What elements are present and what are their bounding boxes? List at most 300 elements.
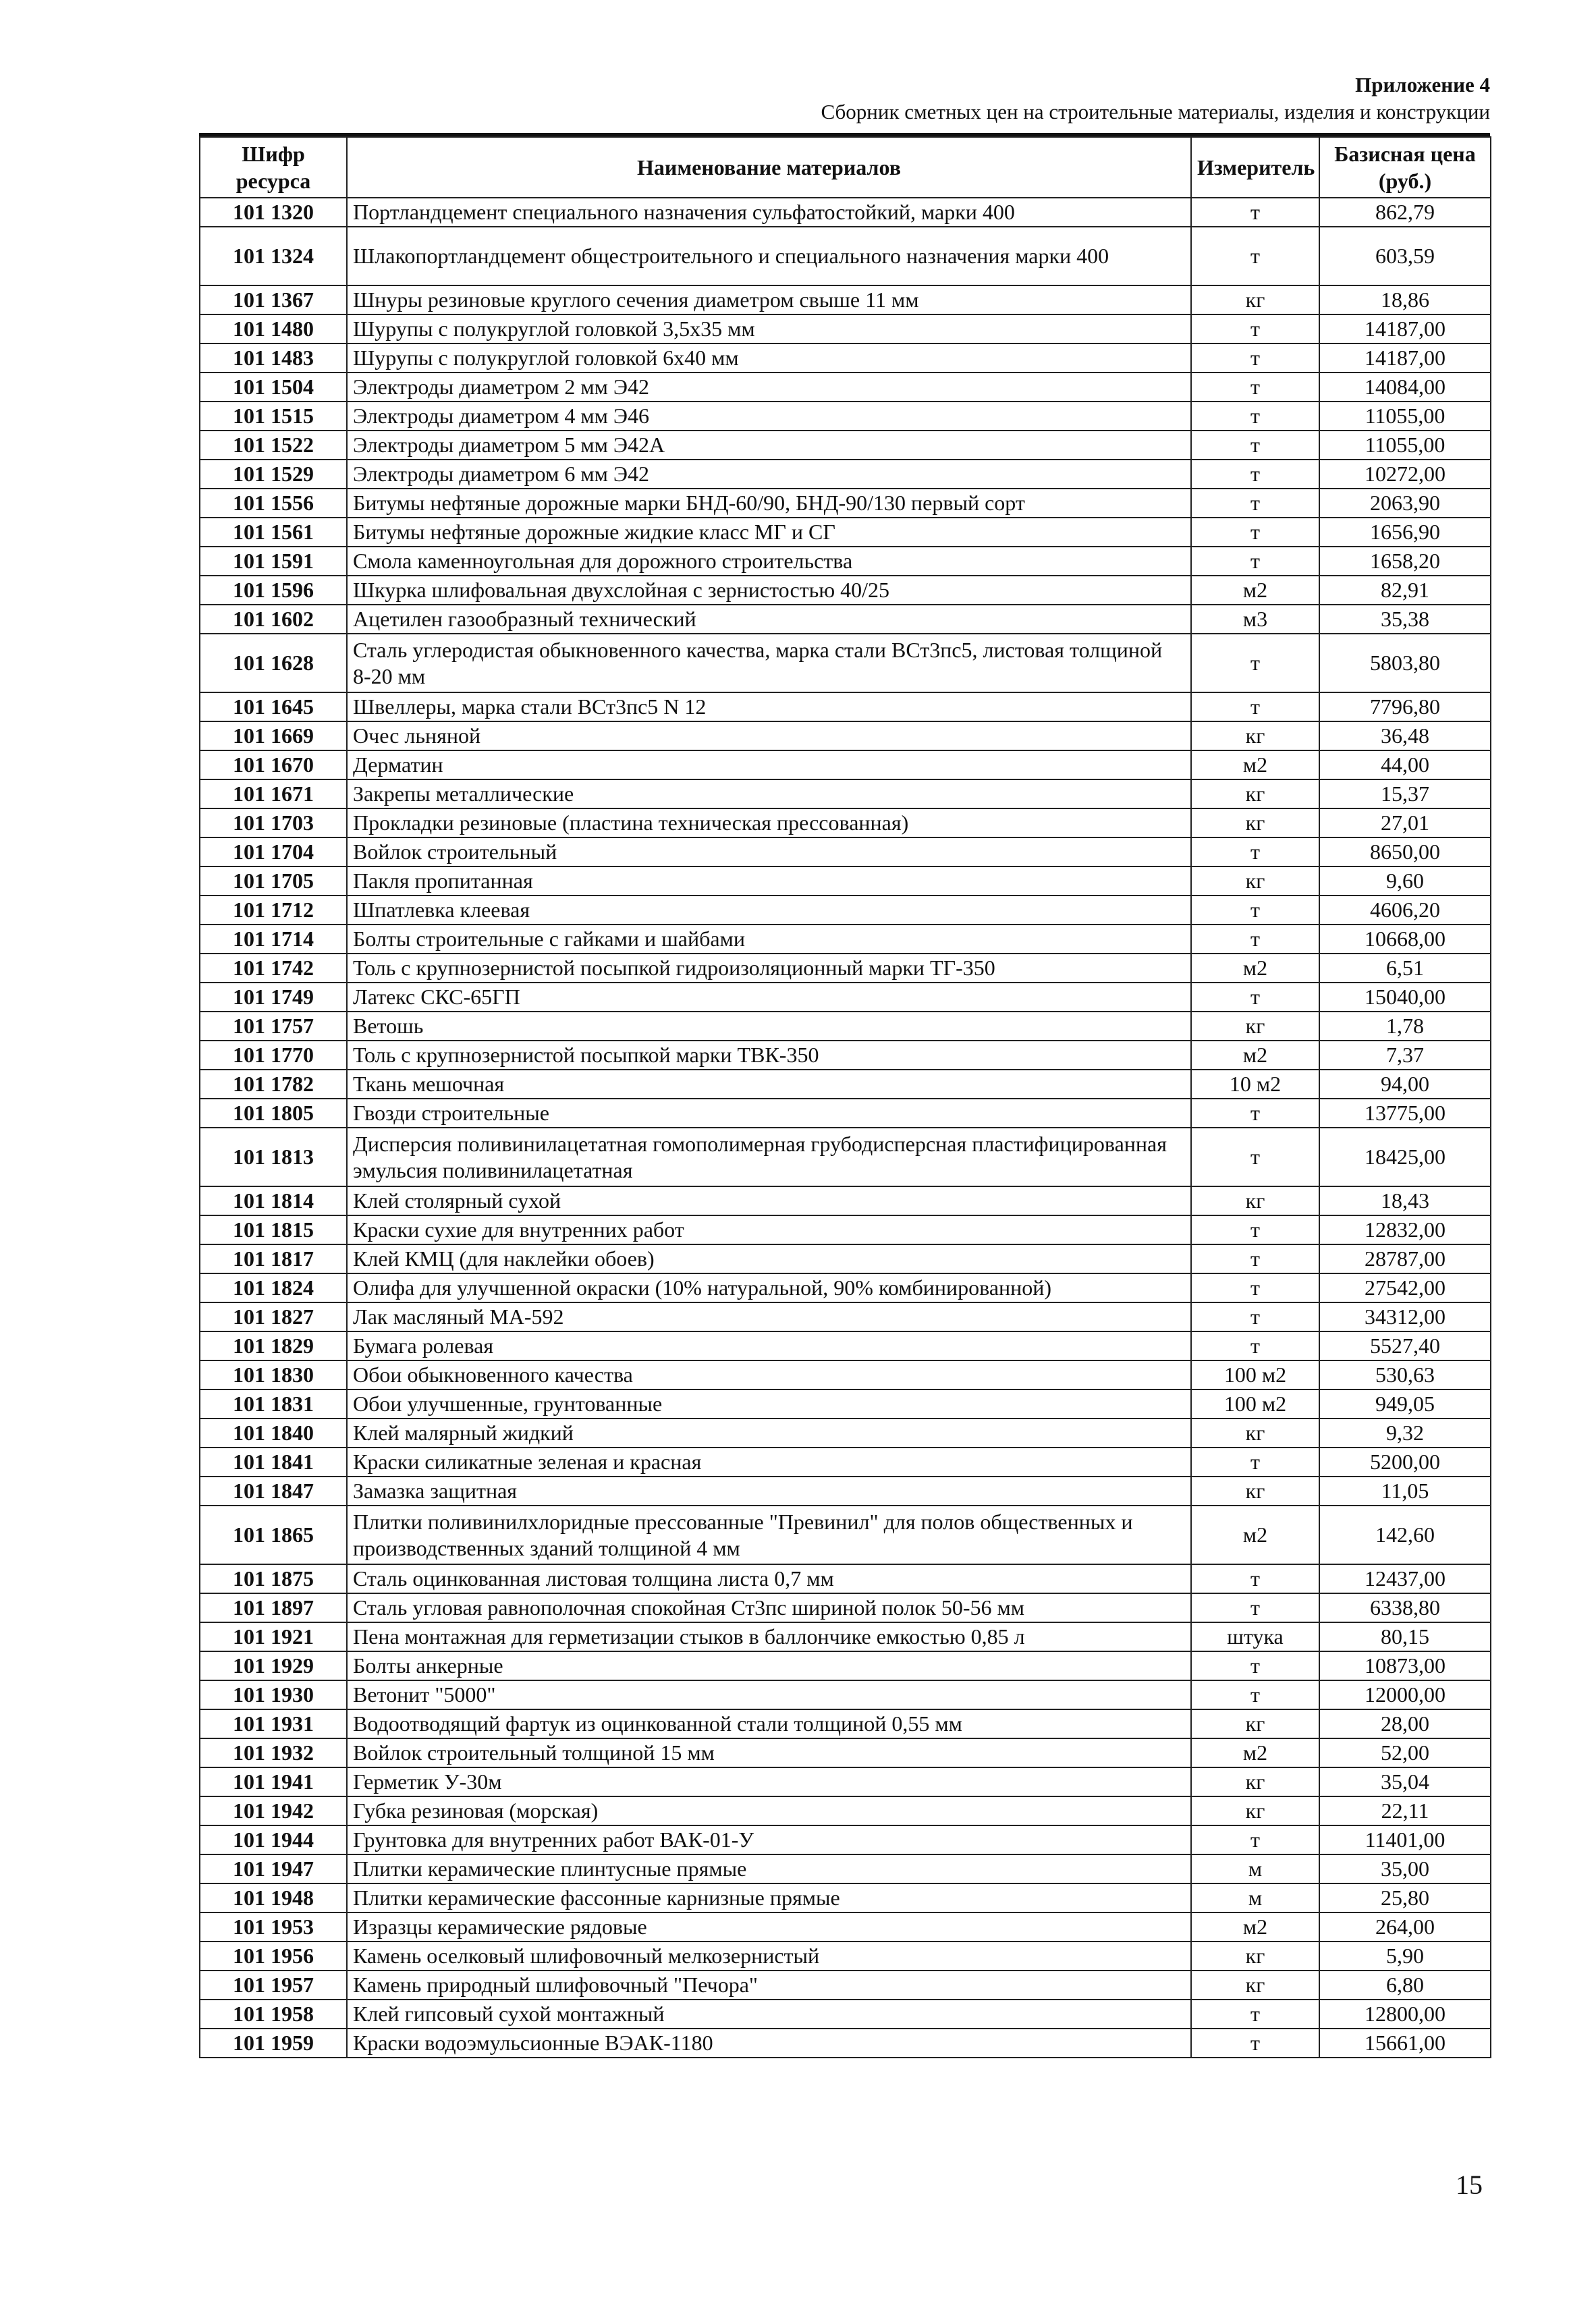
price-cell: 25,80 [1319, 1883, 1491, 1912]
material-name-cell: Сталь углеродистая обыкновенного качества, марка стали ВСт3пс5, листовая толщиной 8-20 мм [347, 634, 1191, 692]
unit-cell: т [1191, 1651, 1319, 1680]
unit-cell: т [1191, 1128, 1319, 1186]
material-name-cell: Краски водоэмульсионные ВЭАК-1180 [347, 2029, 1191, 2058]
resource-code-cell: 101 1929 [200, 1651, 347, 1680]
price-cell: 949,05 [1319, 1389, 1491, 1419]
unit-cell: т [1191, 1215, 1319, 1244]
unit-cell: т [1191, 343, 1319, 373]
table-row [200, 1825, 1491, 1854]
table-row [200, 1128, 1491, 1186]
unit-cell: 100 м2 [1191, 1389, 1319, 1419]
unit-cell: т [1191, 2029, 1319, 2058]
price-cell: 530,63 [1319, 1360, 1491, 1389]
table-row [200, 314, 1491, 343]
price-cell: 12800,00 [1319, 2000, 1491, 2029]
price-cell: 6,80 [1319, 1971, 1491, 2000]
material-name-cell: Дисперсия поливинилацетатная гомополимерная грубодисперсная пластифицированная эмульсия поливинилацетатная [347, 1128, 1191, 1186]
table-row [200, 402, 1491, 431]
unit-cell: кг [1191, 779, 1319, 808]
resource-code-cell: 101 1703 [200, 808, 347, 837]
unit-cell: т [1191, 925, 1319, 954]
table-row [200, 1506, 1491, 1564]
unit-cell: т [1191, 837, 1319, 866]
resource-code-cell: 101 1504 [200, 373, 347, 402]
resource-code-cell: 101 1897 [200, 1593, 347, 1622]
unit-cell: т [1191, 634, 1319, 692]
price-cell: 9,32 [1319, 1419, 1491, 1448]
table-row [200, 1942, 1491, 1971]
material-name-cell: Ветонит "5000" [347, 1680, 1191, 1709]
price-cell: 35,00 [1319, 1854, 1491, 1883]
material-name-cell: Электроды диаметром 6 мм Э42 [347, 460, 1191, 489]
material-name-cell: Портландцемент специального назначения сульфатостойкий, марки 400 [347, 198, 1191, 227]
table-row [200, 431, 1491, 460]
resource-code-cell: 101 1875 [200, 1564, 347, 1593]
material-name-cell: Сталь оцинкованная листовая толщина листа 0,7 мм [347, 1564, 1191, 1593]
unit-cell: т [1191, 1331, 1319, 1360]
material-name-cell: Плитки керамические плинтусные прямые [347, 1854, 1191, 1883]
unit-cell: т [1191, 1825, 1319, 1854]
material-name-cell: Пакля пропитанная [347, 866, 1191, 896]
price-cell: 22,11 [1319, 1796, 1491, 1825]
material-name-cell: Шкурка шлифовальная двухслойная с зернистостью 40/25 [347, 576, 1191, 605]
material-name-cell: Клей КМЦ (для наклейки обоев) [347, 1244, 1191, 1273]
resource-code-cell: 101 1930 [200, 1680, 347, 1709]
price-cell: 13775,00 [1319, 1099, 1491, 1128]
resource-code-cell: 101 1814 [200, 1186, 347, 1215]
unit-cell: кг [1191, 1012, 1319, 1041]
material-name-cell: Закрепы металлические [347, 779, 1191, 808]
price-cell: 80,15 [1319, 1622, 1491, 1651]
price-cell: 28,00 [1319, 1709, 1491, 1738]
table-row [200, 1448, 1491, 1477]
price-cell: 6,51 [1319, 954, 1491, 983]
table-row [200, 1360, 1491, 1389]
price-cell: 264,00 [1319, 1912, 1491, 1942]
table-row [200, 634, 1491, 692]
table-row [200, 1680, 1491, 1709]
resource-code-cell: 101 1921 [200, 1622, 347, 1651]
price-cell: 18425,00 [1319, 1128, 1491, 1186]
price-cell: 18,86 [1319, 285, 1491, 314]
material-name-cell: Очес льняной [347, 721, 1191, 750]
unit-cell: т [1191, 1302, 1319, 1331]
material-name-cell: Пена монтажная для герметизации стыков в баллончике емкостью 0,85 л [347, 1622, 1191, 1651]
table-row [200, 518, 1491, 547]
price-cell: 35,04 [1319, 1767, 1491, 1796]
unit-cell: т [1191, 489, 1319, 518]
table-row [200, 227, 1491, 285]
table-row [200, 1564, 1491, 1593]
table-row [200, 2029, 1491, 2058]
table-row [200, 721, 1491, 750]
unit-cell: кг [1191, 721, 1319, 750]
unit-cell: кг [1191, 1971, 1319, 2000]
material-name-cell: Прокладки резиновые (пластина техническая прессованная) [347, 808, 1191, 837]
table-row [200, 1419, 1491, 1448]
material-name-cell: Ацетилен газообразный технический [347, 605, 1191, 634]
resource-code-cell: 101 1705 [200, 866, 347, 896]
material-name-cell: Болты строительные с гайками и шайбами [347, 925, 1191, 954]
material-name-cell: Клей гипсовый сухой монтажный [347, 2000, 1191, 2029]
table-row [200, 576, 1491, 605]
unit-cell: т [1191, 1099, 1319, 1128]
table-row [200, 1099, 1491, 1128]
price-cell: 44,00 [1319, 750, 1491, 779]
price-cell: 9,60 [1319, 866, 1491, 896]
table-row [200, 750, 1491, 779]
price-cell: 15,37 [1319, 779, 1491, 808]
resource-code-cell: 101 1959 [200, 2029, 347, 2058]
table-row [200, 1738, 1491, 1767]
resource-code-cell: 101 1957 [200, 1971, 347, 2000]
table-row [200, 1971, 1491, 2000]
resource-code-cell: 101 1669 [200, 721, 347, 750]
material-name-cell: Клей столярный сухой [347, 1186, 1191, 1215]
table-row [200, 460, 1491, 489]
table-row [200, 1651, 1491, 1680]
table-row [200, 2000, 1491, 2029]
resource-code-cell: 101 1670 [200, 750, 347, 779]
material-name-cell: Грунтовка для внутренних работ ВАК-01-У [347, 1825, 1191, 1854]
collection-title: Сборник сметных цен на строительные материалы, изделия и конструкции [821, 100, 1490, 123]
resource-code-cell: 101 1827 [200, 1302, 347, 1331]
price-cell: 36,48 [1319, 721, 1491, 750]
materials-table [199, 136, 1491, 2058]
price-cell: 4606,20 [1319, 896, 1491, 925]
resource-code-cell: 101 1320 [200, 198, 347, 227]
price-cell: 5200,00 [1319, 1448, 1491, 1477]
material-name-cell: Изразцы керамические рядовые [347, 1912, 1191, 1942]
resource-code-cell: 101 1749 [200, 983, 347, 1012]
table-row [200, 1709, 1491, 1738]
material-name-cell: Войлок строительный [347, 837, 1191, 866]
price-cell: 5803,80 [1319, 634, 1491, 692]
material-name-cell: Электроды диаметром 4 мм Э46 [347, 402, 1191, 431]
table-row [200, 808, 1491, 837]
price-cell: 82,91 [1319, 576, 1491, 605]
resource-code-cell: 101 1671 [200, 779, 347, 808]
table-row [200, 983, 1491, 1012]
resource-code-cell: 101 1480 [200, 314, 347, 343]
unit-cell: кг [1191, 1942, 1319, 1971]
unit-cell: т [1191, 460, 1319, 489]
unit-cell: т [1191, 314, 1319, 343]
price-cell: 52,00 [1319, 1738, 1491, 1767]
resource-code-cell: 101 1757 [200, 1012, 347, 1041]
material-name-cell: Краски силикатные зеленая и красная [347, 1448, 1191, 1477]
unit-cell: т [1191, 198, 1319, 227]
resource-code-cell: 101 1645 [200, 692, 347, 721]
table-row [200, 837, 1491, 866]
price-cell: 35,38 [1319, 605, 1491, 634]
resource-code-cell: 101 1628 [200, 634, 347, 692]
material-name-cell: Шурупы с полукруглой головкой 6х40 мм [347, 343, 1191, 373]
price-cell: 11055,00 [1319, 402, 1491, 431]
appendix-label: Приложение 4 [1355, 73, 1490, 97]
resource-code-cell: 101 1948 [200, 1883, 347, 1912]
table-row [200, 1215, 1491, 1244]
price-cell: 12832,00 [1319, 1215, 1491, 1244]
table-header-row [200, 137, 1491, 198]
material-name-cell: Водоотводящий фартук из оцинкованной стали толщиной 0,55 мм [347, 1709, 1191, 1738]
material-name-cell: Краски сухие для внутренних работ [347, 1215, 1191, 1244]
price-cell: 34312,00 [1319, 1302, 1491, 1331]
resource-code-cell: 101 1824 [200, 1273, 347, 1302]
unit-cell: м2 [1191, 1506, 1319, 1564]
price-cell: 27542,00 [1319, 1273, 1491, 1302]
table-row [200, 373, 1491, 402]
unit-cell: т [1191, 1273, 1319, 1302]
price-cell: 10272,00 [1319, 460, 1491, 489]
unit-cell: м2 [1191, 1041, 1319, 1070]
price-cell: 12437,00 [1319, 1564, 1491, 1593]
table-row [200, 1012, 1491, 1041]
unit-cell: т [1191, 1680, 1319, 1709]
price-cell: 1656,90 [1319, 518, 1491, 547]
unit-cell: м2 [1191, 576, 1319, 605]
price-cell: 7,37 [1319, 1041, 1491, 1070]
resource-code-cell: 101 1367 [200, 285, 347, 314]
material-name-cell: Ветошь [347, 1012, 1191, 1041]
table-row [200, 1477, 1491, 1506]
unit-cell: м2 [1191, 1912, 1319, 1942]
material-name-cell: Клей малярный жидкий [347, 1419, 1191, 1448]
page-number: 15 [1456, 2170, 1483, 2200]
material-name-cell: Болты анкерные [347, 1651, 1191, 1680]
price-cell: 28787,00 [1319, 1244, 1491, 1273]
table-row [200, 896, 1491, 925]
price-cell: 11401,00 [1319, 1825, 1491, 1854]
column-header-code: Шифр ресурса [200, 137, 347, 198]
unit-cell: т [1191, 2000, 1319, 2029]
resource-code-cell: 101 1324 [200, 227, 347, 285]
table-row [200, 1244, 1491, 1273]
unit-cell: т [1191, 431, 1319, 460]
material-name-cell: Шнуры резиновые круглого сечения диаметром свыше 11 мм [347, 285, 1191, 314]
resource-code-cell: 101 1704 [200, 837, 347, 866]
table-row [200, 1273, 1491, 1302]
resource-code-cell: 101 1770 [200, 1041, 347, 1070]
price-cell: 6338,80 [1319, 1593, 1491, 1622]
table-row [200, 1389, 1491, 1419]
table-row [200, 1912, 1491, 1942]
resource-code-cell: 101 1931 [200, 1709, 347, 1738]
price-cell: 8650,00 [1319, 837, 1491, 866]
price-cell: 1,78 [1319, 1012, 1491, 1041]
unit-cell: 10 м2 [1191, 1070, 1319, 1099]
price-cell: 5527,40 [1319, 1331, 1491, 1360]
unit-cell: т [1191, 373, 1319, 402]
resource-code-cell: 101 1841 [200, 1448, 347, 1477]
resource-code-cell: 101 1829 [200, 1331, 347, 1360]
unit-cell: т [1191, 227, 1319, 285]
material-name-cell: Войлок строительный толщиной 15 мм [347, 1738, 1191, 1767]
table-row [200, 489, 1491, 518]
resource-code-cell: 101 1591 [200, 547, 347, 576]
material-name-cell: Лак масляный МА-592 [347, 1302, 1191, 1331]
unit-cell: т [1191, 1593, 1319, 1622]
material-name-cell: Плитки поливинилхлоридные прессованные "Превинил" для полов общественных и производственных зданий толщиной 4 мм [347, 1506, 1191, 1564]
table-row [200, 954, 1491, 983]
table-row [200, 547, 1491, 576]
material-name-cell: Толь с крупнозернистой посыпкой марки ТВК-350 [347, 1041, 1191, 1070]
unit-cell: т [1191, 896, 1319, 925]
resource-code-cell: 101 1782 [200, 1070, 347, 1099]
unit-cell: кг [1191, 866, 1319, 896]
material-name-cell: Электроды диаметром 5 мм Э42А [347, 431, 1191, 460]
table-row [200, 1622, 1491, 1651]
unit-cell: т [1191, 402, 1319, 431]
table-row [200, 198, 1491, 227]
price-cell: 27,01 [1319, 808, 1491, 837]
resource-code-cell: 101 1847 [200, 1477, 347, 1506]
unit-cell: т [1191, 1448, 1319, 1477]
resource-code-cell: 101 1805 [200, 1099, 347, 1128]
material-name-cell: Ткань мешочная [347, 1070, 1191, 1099]
price-cell: 15661,00 [1319, 2029, 1491, 2058]
price-cell: 94,00 [1319, 1070, 1491, 1099]
price-cell: 11,05 [1319, 1477, 1491, 1506]
resource-code-cell: 101 1515 [200, 402, 347, 431]
resource-code-cell: 101 1830 [200, 1360, 347, 1389]
material-name-cell: Герметик У-30м [347, 1767, 1191, 1796]
resource-code-cell: 101 1742 [200, 954, 347, 983]
table-row [200, 1767, 1491, 1796]
unit-cell: кг [1191, 1186, 1319, 1215]
resource-code-cell: 101 1522 [200, 431, 347, 460]
unit-cell: кг [1191, 1709, 1319, 1738]
material-name-cell: Камень природный шлифовочный "Печора" [347, 1971, 1191, 2000]
price-cell: 142,60 [1319, 1506, 1491, 1564]
table-row [200, 1186, 1491, 1215]
resource-code-cell: 101 1483 [200, 343, 347, 373]
material-name-cell: Плитки керамические фассонные карнизные прямые [347, 1883, 1191, 1912]
price-cell: 14187,00 [1319, 343, 1491, 373]
price-cell: 18,43 [1319, 1186, 1491, 1215]
unit-cell: т [1191, 518, 1319, 547]
resource-code-cell: 101 1840 [200, 1419, 347, 1448]
resource-code-cell: 101 1958 [200, 2000, 347, 2029]
unit-cell: м [1191, 1854, 1319, 1883]
price-cell: 15040,00 [1319, 983, 1491, 1012]
table-row [200, 285, 1491, 314]
material-name-cell: Смола каменноугольная для дорожного строительства [347, 547, 1191, 576]
material-name-cell: Гвозди строительные [347, 1099, 1191, 1128]
resource-code-cell: 101 1602 [200, 605, 347, 634]
resource-code-cell: 101 1813 [200, 1128, 347, 1186]
resource-code-cell: 101 1817 [200, 1244, 347, 1273]
unit-cell: м2 [1191, 750, 1319, 779]
resource-code-cell: 101 1815 [200, 1215, 347, 1244]
table-row [200, 779, 1491, 808]
resource-code-cell: 101 1596 [200, 576, 347, 605]
table-row [200, 1593, 1491, 1622]
unit-cell: кг [1191, 1419, 1319, 1448]
unit-cell: т [1191, 692, 1319, 721]
material-name-cell: Обои улучшенные, грунтованные [347, 1389, 1191, 1419]
material-name-cell: Замазка защитная [347, 1477, 1191, 1506]
table-row [200, 925, 1491, 954]
column-header-unit: Измеритель [1191, 137, 1319, 198]
unit-cell: штука [1191, 1622, 1319, 1651]
material-name-cell: Электроды диаметром 2 мм Э42 [347, 373, 1191, 402]
price-cell: 12000,00 [1319, 1680, 1491, 1709]
resource-code-cell: 101 1529 [200, 460, 347, 489]
resource-code-cell: 101 1714 [200, 925, 347, 954]
material-name-cell: Камень оселковый шлифовочный мелкозернистый [347, 1942, 1191, 1971]
material-name-cell: Шпатлевка клеевая [347, 896, 1191, 925]
resource-code-cell: 101 1947 [200, 1854, 347, 1883]
material-name-cell: Битумы нефтяные дорожные жидкие класс МГ и СГ [347, 518, 1191, 547]
table-row [200, 866, 1491, 896]
price-cell: 1658,20 [1319, 547, 1491, 576]
material-name-cell: Олифа для улучшенной окраски (10% натуральной, 90% комбинированной) [347, 1273, 1191, 1302]
unit-cell: м2 [1191, 954, 1319, 983]
material-name-cell: Толь с крупнозернистой посыпкой гидроизоляционный марки ТГ-350 [347, 954, 1191, 983]
price-cell: 5,90 [1319, 1942, 1491, 1971]
material-name-cell: Губка резиновая (морская) [347, 1796, 1191, 1825]
table-row [200, 1883, 1491, 1912]
unit-cell: м3 [1191, 605, 1319, 634]
resource-code-cell: 101 1561 [200, 518, 347, 547]
column-header-price: Базисная цена (руб.) [1319, 137, 1491, 198]
table-body [200, 198, 1491, 2058]
price-cell: 11055,00 [1319, 431, 1491, 460]
table-row [200, 1331, 1491, 1360]
price-cell: 10873,00 [1319, 1651, 1491, 1680]
unit-cell: т [1191, 547, 1319, 576]
unit-cell: т [1191, 983, 1319, 1012]
resource-code-cell: 101 1712 [200, 896, 347, 925]
unit-cell: 100 м2 [1191, 1360, 1319, 1389]
price-cell: 7796,80 [1319, 692, 1491, 721]
resource-code-cell: 101 1953 [200, 1912, 347, 1942]
unit-cell: т [1191, 1564, 1319, 1593]
material-name-cell: Швеллеры, марка стали ВСт3пс5 N 12 [347, 692, 1191, 721]
table-row [200, 692, 1491, 721]
resource-code-cell: 101 1831 [200, 1389, 347, 1419]
material-name-cell: Шурупы с полукруглой головкой 3,5х35 мм [347, 314, 1191, 343]
unit-cell: м2 [1191, 1738, 1319, 1767]
table-row [200, 605, 1491, 634]
table-row [200, 1070, 1491, 1099]
material-name-cell: Бумага ролевая [347, 1331, 1191, 1360]
material-name-cell: Обои обыкновенного качества [347, 1360, 1191, 1389]
unit-cell: кг [1191, 808, 1319, 837]
material-name-cell: Сталь угловая равнополочная спокойная Ст3пс шириной полок 50-56 мм [347, 1593, 1191, 1622]
price-cell: 14084,00 [1319, 373, 1491, 402]
table-row [200, 1796, 1491, 1825]
table-row [200, 1854, 1491, 1883]
resource-code-cell: 101 1944 [200, 1825, 347, 1854]
material-name-cell: Шлакопортландцемент общестроительного и специального назначения марки 400 [347, 227, 1191, 285]
table-row [200, 1041, 1491, 1070]
price-cell: 862,79 [1319, 198, 1491, 227]
table-row [200, 343, 1491, 373]
unit-cell: м [1191, 1883, 1319, 1912]
materials-table-container [199, 133, 1490, 2058]
resource-code-cell: 101 1865 [200, 1506, 347, 1564]
unit-cell: кг [1191, 1796, 1319, 1825]
resource-code-cell: 101 1932 [200, 1738, 347, 1767]
resource-code-cell: 101 1941 [200, 1767, 347, 1796]
table-row [200, 1302, 1491, 1331]
material-name-cell: Битумы нефтяные дорожные марки БНД-60/90, БНД-90/130 первый сорт [347, 489, 1191, 518]
price-cell: 14187,00 [1319, 314, 1491, 343]
resource-code-cell: 101 1942 [200, 1796, 347, 1825]
resource-code-cell: 101 1556 [200, 489, 347, 518]
